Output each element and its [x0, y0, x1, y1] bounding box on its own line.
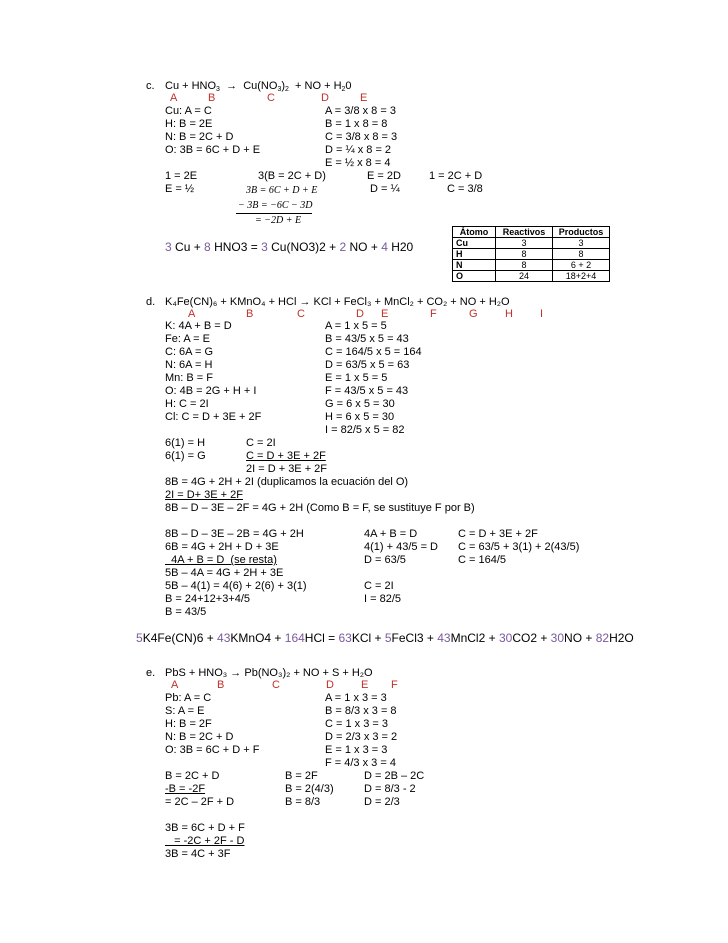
- table-cell: Cu: [453, 238, 496, 249]
- table-header: Reactivos: [496, 227, 553, 238]
- e-col1-line: = 2C – 2F + D: [165, 796, 235, 808]
- table-header: Productos: [553, 227, 610, 238]
- d-step: 2I = D+ 3E + 2F: [165, 489, 243, 501]
- d-right-line: B = 43/5 x 5 = 43: [325, 333, 409, 345]
- d-right-line: C = 164/5 x 5 = 164: [325, 346, 422, 358]
- table-cell: 8: [496, 260, 553, 271]
- e-final-line: 3B = 6C + D + F: [165, 822, 245, 834]
- d-col2-line: 4(1) + 43/5 = D: [364, 541, 438, 553]
- d-right-line: F = 43/5 x 5 = 43: [325, 385, 409, 397]
- letter-e: E: [361, 679, 369, 691]
- table-cell: O: [453, 271, 496, 282]
- c-row1-b: 3(B = 2C + D): [258, 170, 326, 182]
- d-col3-line: C = 63/5 + 3(1) + 2(43/5): [458, 541, 580, 553]
- e-left-line: S: A = E: [165, 705, 205, 717]
- letter-f: F: [430, 308, 437, 320]
- letter-c: C: [267, 92, 275, 104]
- table-row: [453, 249, 610, 260]
- d-right-line: G = 6 x 5 = 30: [325, 398, 395, 410]
- c-math-rule: [236, 213, 312, 214]
- e-col3-line: D = 8/3 - 2: [364, 783, 416, 795]
- e-col3-line: D = 2/3: [364, 796, 400, 808]
- c-right-line: D = ¼ x 8 = 2: [325, 144, 392, 156]
- e-col2-line: B = 2F: [285, 770, 318, 782]
- c-row1-c: E = 2D: [367, 170, 401, 182]
- e-right-line: C = 1 x 3 = 3: [325, 718, 388, 730]
- d-left-line: Cl: C = D + 3E + 2F: [165, 411, 262, 423]
- c-right-line: A = 3/8 x 8 = 3: [325, 105, 396, 117]
- d-col2-line: C = 2I: [364, 580, 394, 592]
- d-left-line: C: 6A = G: [165, 346, 213, 358]
- c-math-line1: 3B = 6C + D + E: [246, 185, 318, 196]
- e-final-line: = -2C + 2F - D: [165, 835, 245, 847]
- e-col2-line: B = 8/3: [285, 796, 321, 808]
- d-step: C = 2I: [246, 437, 276, 449]
- table-header: Átomo: [453, 227, 496, 238]
- table-cell: 8: [496, 249, 553, 260]
- d-col2-line: 4A + B = D: [364, 528, 418, 540]
- e-right-line: A = 1 x 3 = 3: [325, 692, 387, 704]
- letter-e: E: [381, 308, 389, 320]
- d-right-line: H = 6 x 5 = 30: [325, 411, 395, 423]
- e-left-line: H: B = 2F: [165, 718, 212, 730]
- d-left-line: K: 4A + B = D: [165, 320, 232, 332]
- d-step: C = D + 3E + 2F: [246, 450, 326, 462]
- letter-b: B: [217, 679, 225, 691]
- e-final-line: 3B = 4C + 3F: [165, 848, 231, 860]
- letter-d: D: [321, 92, 329, 104]
- table-cell: 18+2+4: [553, 271, 610, 282]
- d-left-line: Fe: A = E: [165, 333, 210, 345]
- e-left-line: O: 3B = 6C + D + F: [165, 744, 260, 756]
- section-d-equation: K₄Fe(CN)₆ + KMnO₄ + HCl → KCl + FeCl₃ + MnCl₂ + CO₂ + NO + H₂O: [165, 296, 510, 308]
- table-row: [453, 271, 610, 282]
- letter-h: H: [505, 308, 513, 320]
- e-left-line: Pb: A = C: [165, 692, 212, 704]
- d-col2-line: D = 63/5: [364, 554, 406, 566]
- letter-b: B: [246, 308, 254, 320]
- d-left-line: O: 4B = 2G + H + I: [165, 385, 257, 397]
- c-math-line2: − 3B = −6C − 3D: [238, 200, 313, 211]
- section-e-label: e.: [146, 667, 156, 679]
- letter-a: A: [170, 92, 178, 104]
- letter-i: I: [540, 308, 544, 320]
- letter-d: D: [326, 679, 334, 691]
- letter-a: A: [171, 679, 179, 691]
- e-col1-line: -B = -2F: [165, 783, 206, 795]
- e-right-line: B = 8/3 x 3 = 8: [325, 705, 397, 717]
- table-cell: 6 + 2: [553, 260, 610, 271]
- d-right-line: E = 1 x 5 = 5: [325, 372, 388, 384]
- e-left-line: N: B = 2C + D: [165, 731, 234, 743]
- section-d-label: d.: [146, 296, 156, 308]
- c-final-equation: 3 Cu + 8 HNO3 = 3 Cu(NO3)2 + 2 NO + 4 H20: [165, 240, 414, 254]
- table-cell: 8: [553, 249, 610, 260]
- c-math-line3: = −2D + E: [255, 215, 302, 226]
- section-e-equation: PbS + HNO₃ → Pb(NO₃)₂ + NO + S + H₂O: [165, 667, 373, 679]
- d-final-equation: 5K4Fe(CN)6 + 43KMnO4 + 164HCl = 63KCl + 5FeCl3 + 43MnCl2 + 30CO2 + 30NO + 82H2O: [136, 631, 634, 645]
- c-left-line: O: 3B = 6C + D + E: [165, 144, 261, 156]
- c-left-line: N: B = 2C + D: [165, 131, 234, 143]
- letter-c: C: [297, 308, 305, 320]
- e-col2-line: B = 2(4/3): [285, 783, 334, 795]
- letter-a: A: [188, 308, 196, 320]
- d-col1-line: 5B – 4A = 4G + 2H + 3E: [165, 567, 284, 579]
- c-row2-a: E = ½: [165, 183, 195, 195]
- letter-e: E: [360, 92, 368, 104]
- c-right-line: E = ½ x 8 = 4: [325, 157, 391, 169]
- c-row2-c: C = 3/8: [447, 183, 483, 195]
- d-col1-line: 8B – D – 3E – 2B = 4G + 2H: [165, 528, 304, 540]
- d-step: 6(1) = H: [165, 437, 206, 449]
- letter-c: C: [272, 679, 280, 691]
- d-step: 8B – D – 3E – 2F = 4G + 2H (Como B = F, se sustituye F por B): [165, 502, 475, 514]
- d-step: 2I = D + 3E + 2F: [246, 463, 328, 475]
- d-right-line: D = 63/5 x 5 = 63: [325, 359, 410, 371]
- d-col1-line: B = 24+12+3+4/5: [165, 593, 251, 605]
- section-c-label: c.: [146, 80, 155, 92]
- section-c-equation: $Cu + HNO_3 \to Cu(NO_3)_2$ + NO + $H_20$: [165, 80, 352, 93]
- d-left-line: N: 6A = H: [165, 359, 213, 371]
- atom-balance-table: [452, 226, 610, 282]
- c-left-line: Cu: A = C: [165, 105, 212, 117]
- d-col3-line: C = 164/5: [458, 554, 507, 566]
- d-col1-line: B = 43/5: [165, 606, 207, 618]
- c-row1-a: 1 = 2E: [165, 170, 198, 182]
- c-row2-b: D = ¼: [370, 183, 400, 195]
- table-cell: 3: [496, 238, 553, 249]
- d-col1-line: 4A + B = D (se resta): [165, 554, 277, 566]
- table-cell: N: [453, 260, 496, 271]
- letter-b: B: [208, 92, 216, 104]
- d-left-line: H: C = 2I: [165, 398, 209, 410]
- d-step: 6(1) = G: [165, 450, 206, 462]
- table-row: [453, 260, 610, 271]
- e-right-line: D = 2/3 x 3 = 2: [325, 731, 398, 743]
- d-left-line: Mn: B = F: [165, 372, 213, 384]
- d-right-line: A = 1 x 5 = 5: [325, 320, 387, 332]
- letter-g: G: [469, 308, 478, 320]
- table-cell: H: [453, 249, 496, 260]
- e-right-line: F = 4/3 x 3 = 4: [325, 757, 396, 769]
- d-right-line: I = 82/5 x 5 = 82: [325, 424, 405, 436]
- table-cell: 3: [553, 238, 610, 249]
- table-cell: 24: [496, 271, 553, 282]
- d-col3-line: C = D + 3E + 2F: [458, 528, 538, 540]
- e-col1-line: B = 2C + D: [165, 770, 220, 782]
- c-right-line: C = 3/8 x 8 = 3: [325, 131, 398, 143]
- e-right-line: E = 1 x 3 = 3: [325, 744, 388, 756]
- letter-f: F: [391, 679, 398, 691]
- d-col1-line: 6B = 4G + 2H + D + 3E: [165, 541, 279, 553]
- d-col2-line: I = 82/5: [364, 593, 402, 605]
- table-header-row: [453, 227, 610, 238]
- d-col1-line: 5B – 4(1) = 4(6) + 2(6) + 3(1): [165, 580, 307, 592]
- table-row: [453, 238, 610, 249]
- c-row1-d: 1 = 2C + D: [429, 170, 483, 182]
- e-col3-line: D = 2B – 2C: [364, 770, 425, 782]
- c-left-line: H: B = 2E: [165, 118, 213, 130]
- letter-d: D: [356, 308, 364, 320]
- d-step: 8B = 4G + 2H + 2I (duplicamos la ecuación del O): [165, 476, 409, 488]
- c-right-line: B = 1 x 8 = 8: [325, 118, 388, 130]
